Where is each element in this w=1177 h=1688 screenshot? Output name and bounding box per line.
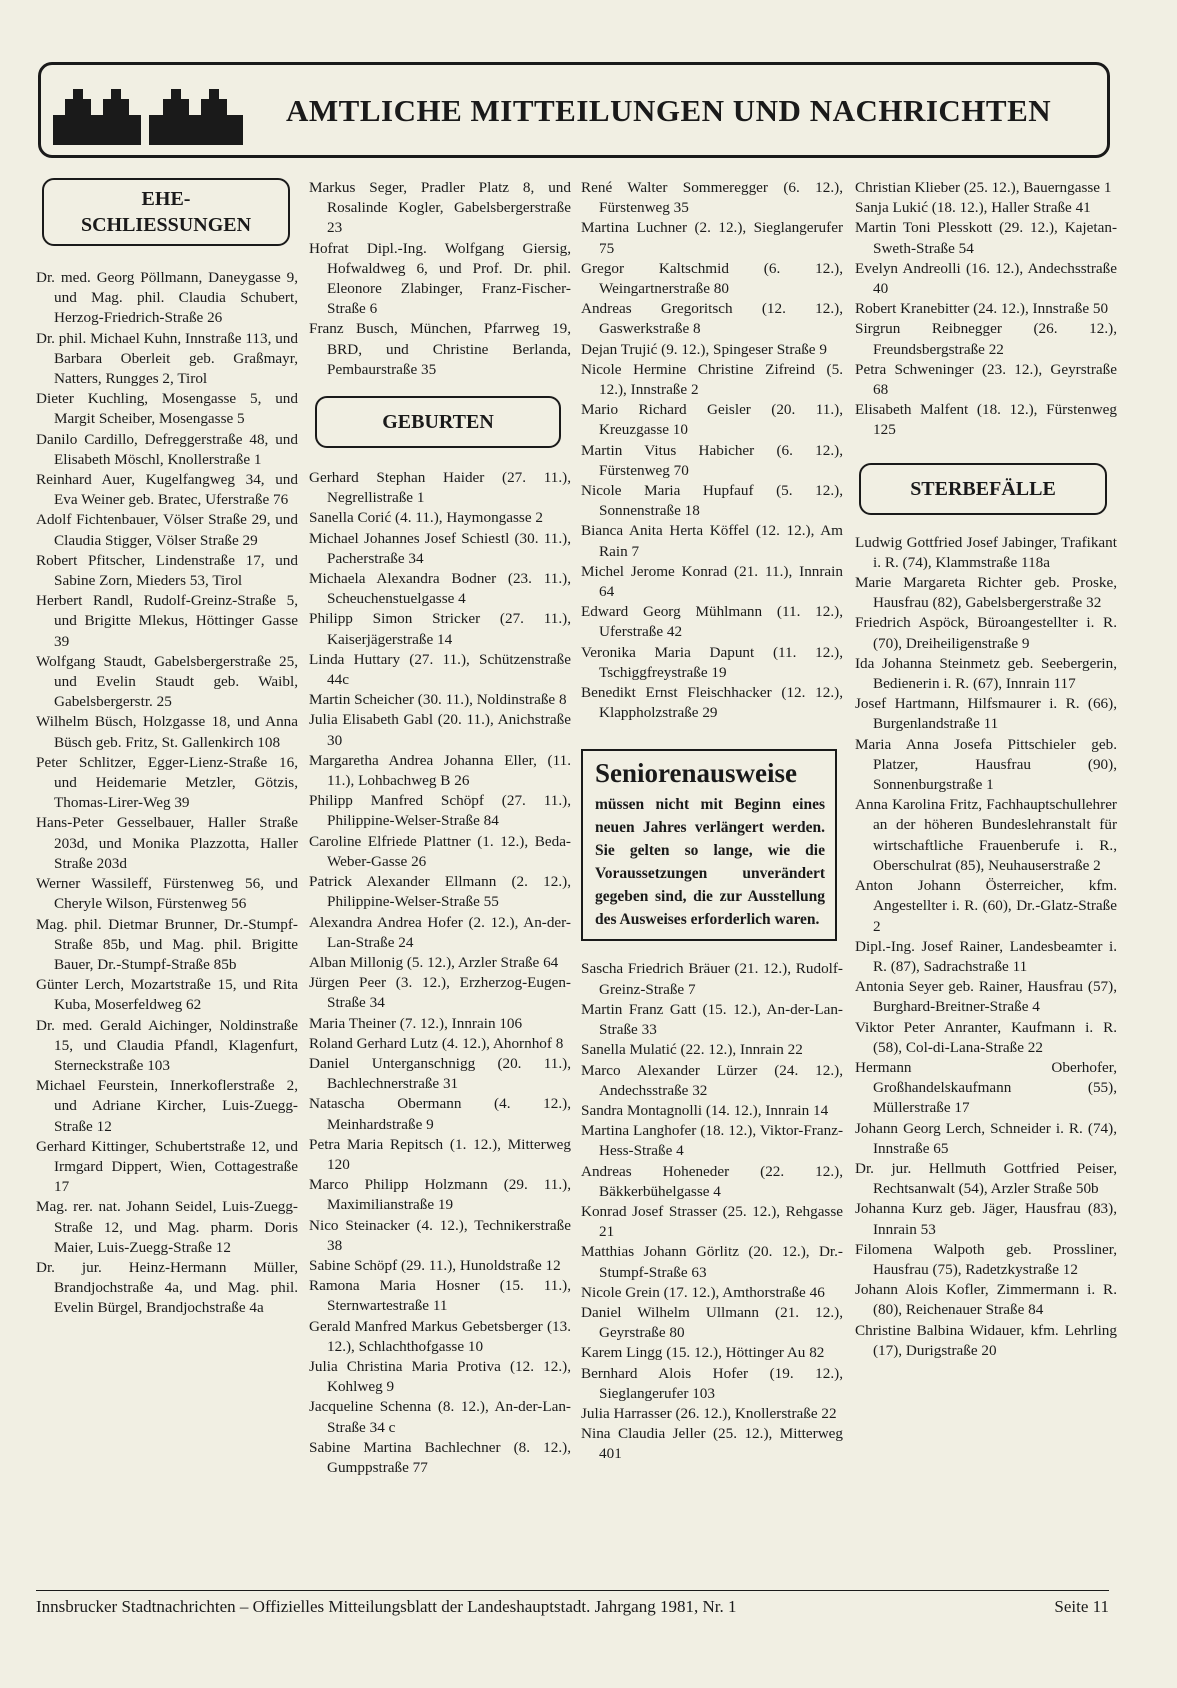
header-banner bbox=[38, 62, 1110, 158]
list-item: Alexandra Andrea Hofer (2. 12.), An-der-Lan-Straße 24 bbox=[309, 913, 571, 951]
list-item: Dipl.-Ing. Josef Rainer, Landesbeamter i. R. (87), Sadrachstraße 11 bbox=[855, 937, 1117, 975]
list-item: Mario Richard Geisler (20. 11.), Kreuzgasse 10 bbox=[581, 401, 843, 439]
list-item: Philipp Manfred Schöpf (27. 11.), Philippine-Welser-Straße 84 bbox=[309, 792, 571, 830]
footer-page-number: Seite 11 bbox=[1054, 1597, 1109, 1616]
list-item: Filomena Walpoth geb. Prossliner, Hausfrau (75), Radetzkystraße 12 bbox=[855, 1240, 1117, 1278]
list-item: Antonia Seyer geb. Rainer, Hausfrau (57), Burghard-Breitner-Straße 4 bbox=[855, 978, 1117, 1016]
list-item: Patrick Alexander Ellmann (2. 12.), Philippine-Welser-Straße 55 bbox=[309, 873, 571, 911]
list-item: Anton Johann Österreicher, kfm. Angestellter i. R. (60), Dr.-Glatz-Straße 2 bbox=[855, 877, 1117, 935]
list-item: Ida Johanna Steinmetz geb. Seebergerin, Bedienerin i. R. (67), Innrain 117 bbox=[855, 654, 1117, 693]
list-item: Linda Huttary (27. 11.), Schützenstraße 44c bbox=[309, 650, 571, 689]
list-item: Petra Maria Repitsch (1. 12.), Mitterweg 120 bbox=[309, 1135, 571, 1173]
section-title-sterbefaelle: STERBEFÄLLE bbox=[910, 477, 1056, 500]
section-header-ehe bbox=[42, 178, 290, 246]
list-item: Edward Georg Mühlmann (11. 12.), Uferstraße 42 bbox=[581, 603, 843, 641]
marriage-list-continued bbox=[309, 178, 571, 380]
page-footer bbox=[36, 1590, 1109, 1616]
list-item: Mag. rer. nat. Johann Seidel, Luis-Zuegg-Straße 12, und Mag. pharm. Doris Maier, Luis-Zuegg-Straße 12 bbox=[36, 1198, 298, 1256]
list-item: Maria Anna Josefa Pittschieler geb. Platzer, Hausfrau (90), Sonnenburgstraße 1 bbox=[855, 735, 1117, 794]
birth-list-continued-2 bbox=[581, 959, 843, 1464]
list-item: Wilhelm Büsch, Holzgasse 18, und Anna Büsch geb. Fritz, St. Gallenkirch 108 bbox=[36, 713, 298, 751]
list-item: Jürgen Peer (3. 12.), Erzherzog-Eugen-Straße 34 bbox=[309, 974, 571, 1012]
list-item: Viktor Peter Anranter, Kaufmann i. R. (58), Col-di-Lana-Straße 22 bbox=[855, 1018, 1117, 1056]
section-title-geburten: GEBURTEN bbox=[382, 411, 494, 434]
list-item: Christian Klieber (25. 12.), Bauerngasse 1 bbox=[855, 179, 1112, 196]
list-item: Dr. phil. Michael Kuhn, Innstraße 113, und Barbara Oberleit geb. Graßmayr, Natters, Rungges 2, Tirol bbox=[36, 329, 298, 388]
marriage-list bbox=[36, 268, 298, 1319]
list-item: Robert Kranebitter (24. 12.), Innstraße 50 bbox=[855, 300, 1109, 318]
list-item: Matthias Johann Görlitz (20. 12.), Dr.-Stumpf-Straße 63 bbox=[581, 1243, 843, 1281]
list-item: Philipp Simon Stricker (27. 11.), Kaiserjägerstraße 14 bbox=[309, 610, 571, 648]
list-item: Michel Jerome Konrad (21. 11.), Innrain 64 bbox=[581, 562, 843, 601]
list-item: Martina Langhofer (18. 12.), Viktor-Franz-Hess-Straße 4 bbox=[581, 1122, 843, 1160]
list-item: Andreas Gregoritsch (12. 12.), Gaswerkstraße 8 bbox=[581, 300, 843, 338]
list-item: Martin Franz Gatt (15. 12.), An-der-Lan-Straße 33 bbox=[581, 1000, 843, 1039]
list-item: Bernhard Alois Hofer (19. 12.), Sieglangerufer 103 bbox=[581, 1364, 843, 1402]
list-item: Julia Christina Maria Protiva (12. 12.), Kohlweg 9 bbox=[309, 1357, 571, 1396]
list-item: Sanella Mulatić (22. 12.), Innrain 22 bbox=[581, 1041, 803, 1059]
list-item: Werner Wassileff, Fürstenweg 56, und Cheryle Wilson, Fürstenweg 56 bbox=[36, 875, 298, 913]
list-item: Benedikt Ernst Fleischhacker (12. 12.), Klappholzstraße 29 bbox=[581, 684, 843, 722]
list-item: Herbert Randl, Rudolf-Greinz-Straße 5, und Brigitte Mlekus, Höttinger Gasse 39 bbox=[36, 592, 298, 650]
list-item: Dr. med. Gerald Aichinger, Noldinstraße 15, und Claudia Pfandl, Klagenfurt, Sterneckstraße 103 bbox=[36, 1016, 298, 1074]
list-item: Johann Georg Lerch, Schneider i. R. (74), Innstraße 65 bbox=[855, 1119, 1117, 1157]
list-item: Danilo Cardillo, Defreggerstraße 48, und Elisabeth Möschl, Knollerstraße 1 bbox=[36, 430, 298, 468]
list-item: Marco Alexander Lürzer (24. 12.), Andechsstraße 32 bbox=[581, 1061, 843, 1099]
list-item: Natascha Obermann (4. 12.), Meinhardstraße 9 bbox=[309, 1095, 571, 1133]
list-item: Martina Luchner (2. 12.), Sieglangerufer 75 bbox=[581, 219, 843, 257]
list-item: Roland Gerhard Lutz (4. 12.), Ahornhof 8 bbox=[309, 1034, 564, 1052]
list-item: Bianca Anita Herta Köffel (12. 12.), Am Rain 7 bbox=[581, 522, 843, 560]
list-item: Friedrich Aspöck, Büroangestellter i. R. (70), Dreiheiligenstraße 9 bbox=[855, 614, 1117, 652]
section-header-sterbefaelle bbox=[859, 463, 1107, 515]
list-item: René Walter Sommeregger (6. 12.), Fürstenweg 35 bbox=[581, 179, 843, 217]
page-title: AMTLICHE MITTEILUNGEN UND NACHRICHTEN bbox=[286, 93, 1052, 128]
list-item: Petra Schweninger (23. 12.), Geyrstraße 68 bbox=[855, 360, 1117, 399]
list-item: Dr. jur. Heinz-Hermann Müller, Brandjochstraße 4a, und Mag. phil. Evelin Bürgel, Brandjochstraße 4a bbox=[36, 1258, 298, 1317]
list-item: Mag. phil. Dietmar Brunner, Dr.-Stumpf-Straße 85b, und Mag. phil. Brigitte Bauer, Dr.-Stumpf-Straße 85b bbox=[36, 915, 298, 973]
list-item: Caroline Elfriede Plattner (1. 12.), Beda-Weber-Gasse 26 bbox=[309, 832, 571, 870]
footer-publication: Innsbrucker Stadtnachrichten – Offizielles Mitteilungsblatt der Landeshauptstadt. Jahrgang 1981, Nr. 1 bbox=[36, 1597, 737, 1616]
list-item: Gerhard Stephan Haider (27. 11.), Negrellistraße 1 bbox=[309, 469, 571, 507]
list-item: Adolf Fichtenbauer, Völser Straße 29, und Claudia Stigger, Völser Straße 29 bbox=[36, 511, 298, 549]
section-header-geburten bbox=[315, 396, 561, 448]
list-item: Nicole Maria Hupfauf (5. 12.), Sonnenstraße 18 bbox=[581, 482, 843, 520]
section-title-ehe: EHE- SCHLIESSUNGEN bbox=[80, 188, 252, 236]
list-item: Dr. med. Georg Pöllmann, Daneygasse 9, und Mag. phil. Claudia Schubert, Herzog-Friedrich-Straße 26 bbox=[36, 269, 298, 327]
list-item: Daniel Wilhelm Ullmann (21. 12.), Geyrstraße 80 bbox=[581, 1303, 843, 1342]
list-item: Nina Claudia Jeller (25. 12.), Mitterweg 401 bbox=[581, 1425, 843, 1463]
list-item: Sabine Martina Bachlechner (8. 12.), Gumppstraße 77 bbox=[309, 1438, 571, 1476]
list-item: Alban Millonig (5. 12.), Arzler Straße 64 bbox=[309, 953, 559, 971]
list-item: Karem Lingg (15. 12.), Höttinger Au 82 bbox=[581, 1344, 825, 1362]
list-item: Martin Toni Plesskott (29. 12.), Kajetan-Sweth-Straße 54 bbox=[855, 219, 1117, 257]
list-item: Veronika Maria Dapunt (11. 12.), Tschiggfreystraße 19 bbox=[581, 643, 843, 681]
birth-list-continued bbox=[581, 178, 843, 723]
list-item: Johanna Kurz geb. Jäger, Hausfrau (83), Innrain 53 bbox=[855, 1200, 1117, 1238]
list-item: Gerald Manfred Markus Gebetsberger (13. 12.), Schlachthofgasse 10 bbox=[309, 1317, 571, 1355]
senior-id-notice-box bbox=[581, 749, 837, 941]
list-item: Robert Pfitscher, Lindenstraße 17, und Sabine Zorn, Mieders 53, Tirol bbox=[36, 551, 298, 590]
list-item: Michaela Alexandra Bodner (23. 11.), Scheuchenstuelgasse 4 bbox=[309, 570, 571, 608]
list-item: Gregor Kaltschmid (6. 12.), Weingartnerstraße 80 bbox=[581, 259, 843, 298]
senior-notice-title: Seniorenausweise bbox=[595, 758, 798, 789]
list-item: Michael Feurstein, Innerkoflerstraße 2, und Adriane Kircher, Luis-Zuegg-Straße 12 bbox=[36, 1077, 298, 1135]
list-item: Anna Karolina Fritz, Fachhauptschullehrer an der höheren Bundeslehranstalt für wirtschaftliche Frauenberufe i. R., Oberschulrat (85), Neuhauserstraße 2 bbox=[855, 796, 1117, 874]
list-item: Michael Johannes Josef Schiestl (30. 11.), Pacherstraße 34 bbox=[309, 529, 571, 567]
list-item: Evelyn Andreolli (16. 12.), Andechsstraße 40 bbox=[855, 259, 1117, 298]
list-item: Marco Philipp Holzmann (29. 11.), Maximilianstraße 19 bbox=[309, 1176, 571, 1214]
list-item: Markus Seger, Pradler Platz 8, und Rosalinde Kogler, Gabelsbergerstraße 23 bbox=[309, 179, 571, 237]
list-item: Julia Harrasser (26. 12.), Knollerstraße 22 bbox=[581, 1404, 837, 1422]
list-item: Sandra Montagnolli (14. 12.), Innrain 14 bbox=[581, 1101, 829, 1119]
list-item: Peter Schlitzer, Egger-Lienz-Straße 16, und Heidemarie Metzler, Götzis, Thomas-Lirer-Weg 39 bbox=[36, 753, 298, 812]
column-4 bbox=[855, 178, 1117, 1361]
list-item: Nicole Grein (17. 12.), Amthorstraße 46 bbox=[581, 1283, 825, 1301]
list-item: Reinhard Auer, Kugelfangweg 34, und Eva Weiner geb. Bratec, Uferstraße 76 bbox=[36, 471, 298, 509]
list-item: Hermann Oberhofer, Großhandelskaufmann (55), Müllerstraße 17 bbox=[855, 1058, 1117, 1117]
senior-notice-body: müssen nicht mit Beginn eines neuen Jahres verlängert werden. Sie gelten so lange, wie die Voraussetzungen unverändert gegeben sind, die zur Ausstellung des Ausweises erforderlich waren. bbox=[595, 796, 825, 929]
death-list bbox=[855, 533, 1117, 1361]
list-item: Ramona Maria Hosner (15. 11.), Sternwartestraße 11 bbox=[309, 1277, 571, 1315]
list-item: Daniel Unterganschnigg (20. 11.), Bachlechnerstraße 31 bbox=[309, 1054, 571, 1093]
list-item: Hofrat Dipl.-Ing. Wolfgang Giersig, Hofwaldweg 6, und Prof. Dr. phil. Eleonore Zlabinger, Franz-Fischer-Straße 6 bbox=[309, 239, 571, 318]
list-item: Jacqueline Schenna (8. 12.), An-der-Lan-Straße 34 c bbox=[309, 1398, 571, 1436]
column-1 bbox=[36, 178, 298, 1319]
list-item: Nico Steinacker (4. 12.), Technikerstraße 38 bbox=[309, 1216, 571, 1254]
list-item: Elisabeth Malfent (18. 12.), Fürstenweg 125 bbox=[855, 401, 1117, 439]
list-item: Wolfgang Staudt, Gabelsbergerstraße 25, und Evelin Staudt geb. Waibl, Gabelsbergerstr. 25 bbox=[36, 652, 298, 711]
list-item: Sanja Lukić (18. 12.), Haller Straße 41 bbox=[855, 199, 1091, 217]
list-item: Martin Scheicher (30. 11.), Noldinstraße 8 bbox=[309, 691, 567, 709]
list-item: Martin Vitus Habicher (6. 12.), Fürstenweg 70 bbox=[581, 441, 843, 479]
list-item: Julia Elisabeth Gabl (20. 11.), Anichstraße 30 bbox=[309, 711, 571, 749]
list-item: Hans-Peter Gesselbauer, Haller Straße 203d, und Monika Plazzotta, Haller Straße 203d bbox=[36, 814, 298, 872]
list-item: Margaretha Andrea Johanna Eller, (11. 11.), Lohbachweg B 26 bbox=[309, 751, 571, 790]
list-item: Josef Hartmann, Hilfsmaurer i. R. (66), Burgenlandstraße 11 bbox=[855, 695, 1117, 733]
list-item: Andreas Hoheneder (22. 12.), Bäkkerbühelgasse 4 bbox=[581, 1162, 843, 1200]
list-item: Nicole Hermine Christine Zifreind (5. 12.), Innstraße 2 bbox=[581, 360, 843, 399]
list-item: Marie Margareta Richter geb. Proske, Hausfrau (82), Gabelsbergerstraße 32 bbox=[855, 574, 1117, 612]
list-item: Sascha Friedrich Bräuer (21. 12.), Rudolf-Greinz-Straße 7 bbox=[581, 960, 843, 998]
list-item: Dr. jur. Hellmuth Gottfried Peiser, Rechtsanwalt (54), Arzler Straße 50b bbox=[855, 1159, 1117, 1198]
birth-list bbox=[309, 468, 571, 1478]
list-item: Maria Theiner (7. 12.), Innrain 106 bbox=[309, 1014, 523, 1032]
list-item: Günter Lerch, Mozartstraße 15, und Rita Kuba, Moserfeldweg 62 bbox=[36, 976, 298, 1014]
list-item: Franz Busch, München, Pfarrweg 19, BRD, und Christine Berlanda, Pembaurstraße 35 bbox=[309, 320, 571, 378]
column-3 bbox=[581, 178, 843, 1465]
list-item: Dieter Kuchling, Mosengasse 5, und Margit Scheiber, Mosengasse 5 bbox=[36, 390, 298, 428]
list-item: Dejan Trujić (9. 12.), Spingeser Straße 9 bbox=[581, 340, 827, 358]
birth-list-continued-3 bbox=[855, 178, 1117, 441]
column-2 bbox=[309, 178, 571, 1478]
list-item: Sanella Corić (4. 11.), Haymongasse 2 bbox=[309, 509, 543, 527]
list-item: Ludwig Gottfried Josef Jabinger, Trafikant i. R. (74), Klammstraße 118a bbox=[855, 533, 1117, 571]
list-item: Johann Alois Kofler, Zimmermann i. R. (80), Reichenauer Straße 84 bbox=[855, 1281, 1117, 1319]
list-item: Sirgrun Reibnegger (26. 12.), Freundsbergstraße 22 bbox=[855, 320, 1117, 358]
list-item: Sabine Schöpf (29. 11.), Hunoldstraße 12 bbox=[309, 1256, 561, 1274]
list-item: Konrad Josef Strasser (25. 12.), Rehgasse 21 bbox=[581, 1202, 843, 1241]
list-item: Gerhard Kittinger, Schubertstraße 12, und Irmgard Dippert, Wien, Cottagestraße 17 bbox=[36, 1137, 298, 1196]
city-skyline-logo-icon bbox=[51, 85, 251, 147]
list-item: Christine Balbina Widauer, kfm. Lehrling (17), Durigstraße 20 bbox=[855, 1321, 1117, 1359]
